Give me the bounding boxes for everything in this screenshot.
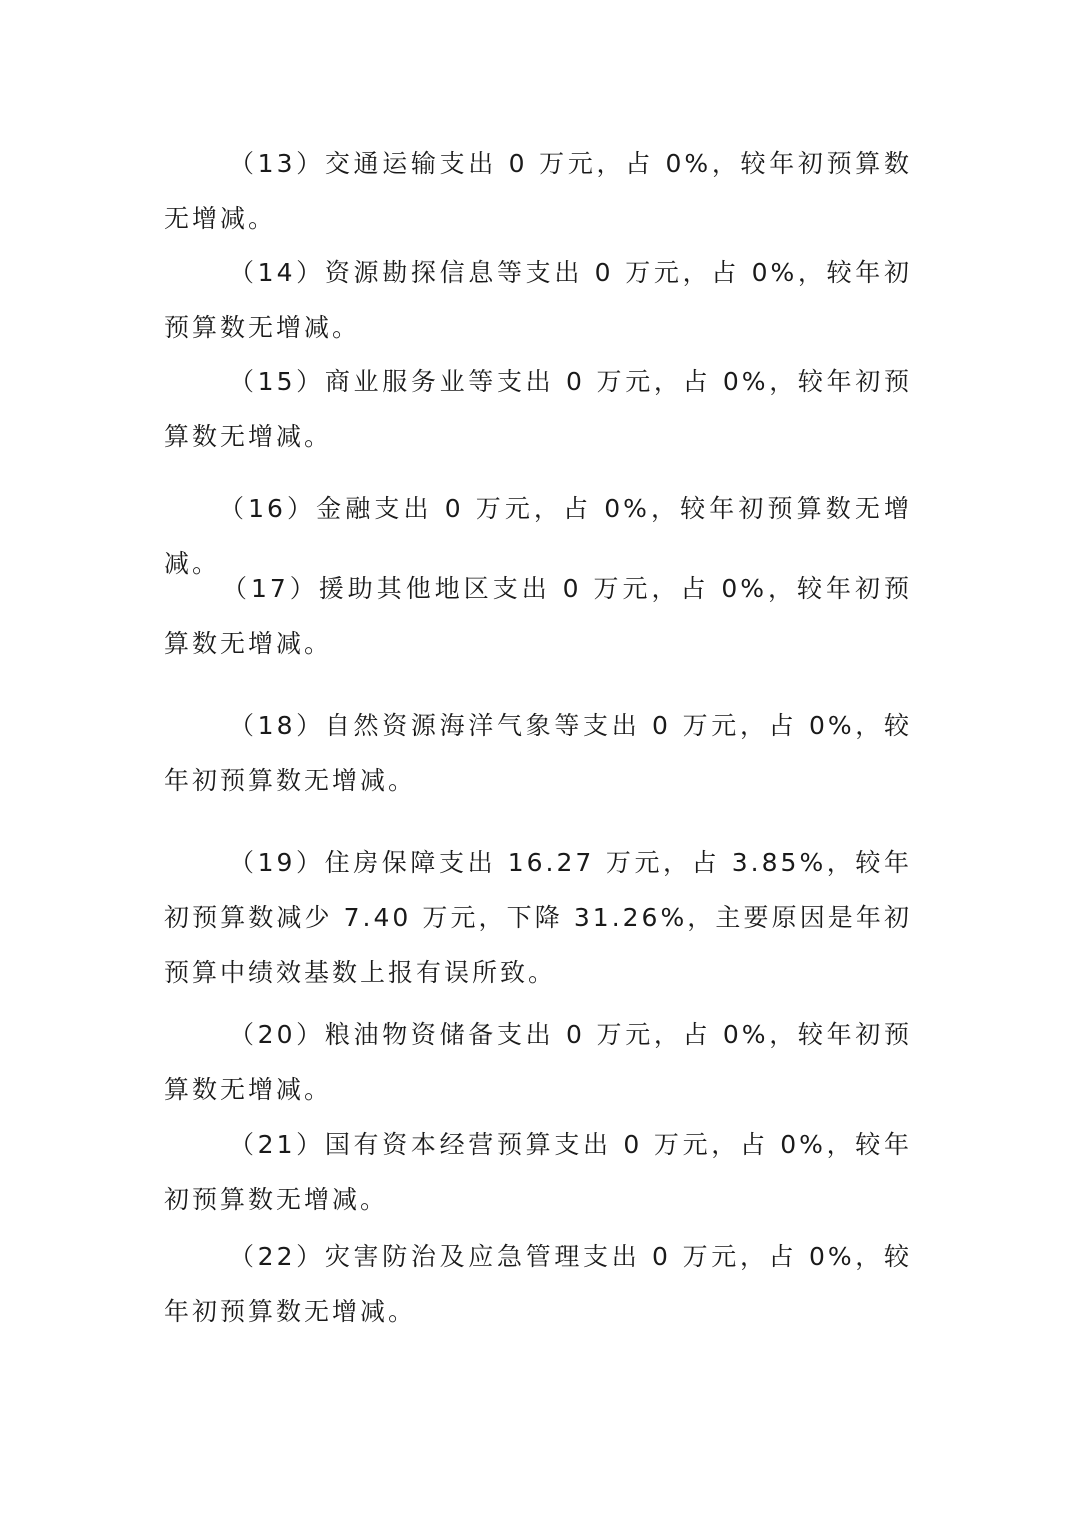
paragraph-16-finance: （16）金融支出 0 万元，占 0%，较年初预算数无增减。 (164, 494, 912, 578)
paragraph-18-natural-resources: （18）自然资源海洋气象等支出 0 万元，占 0%，较年初预算数无增减。 (164, 711, 912, 795)
paragraph-17-aid-other-regions: （17）援助其他地区支出 0 万元，占 0%，较年初预算数无增减。 (164, 574, 912, 658)
paragraph-21-state-capital: （21）国有资本经营预算支出 0 万元，占 0%，较年初预算数无增减。 (164, 1130, 912, 1214)
paragraph-15-commerce-services: （15）商业服务业等支出 0 万元，占 0%，较年初预算数无增减。 (164, 367, 912, 451)
paragraph-19-housing: （19）住房保障支出 16.27 万元，占 3.85%，较年初预算数减少 7.40 万元，下降 31.26%，主要原因是年初预算中绩效基数上报有误所致。 (164, 848, 912, 987)
paragraph-20-grain-reserves: （20）粮油物资储备支出 0 万元，占 0%，较年初预算数无增减。 (164, 1020, 912, 1104)
paragraph-22-disaster-prevention: （22）灾害防治及应急管理支出 0 万元，占 0%，较年初预算数无增减。 (164, 1242, 912, 1326)
paragraph-13-transport: （13）交通运输支出 0 万元，占 0%，较年初预算数无增减。 (164, 149, 912, 233)
paragraph-14-resource-exploration: （14）资源勘探信息等支出 0 万元，占 0%，较年初预算数无增减。 (164, 258, 912, 342)
